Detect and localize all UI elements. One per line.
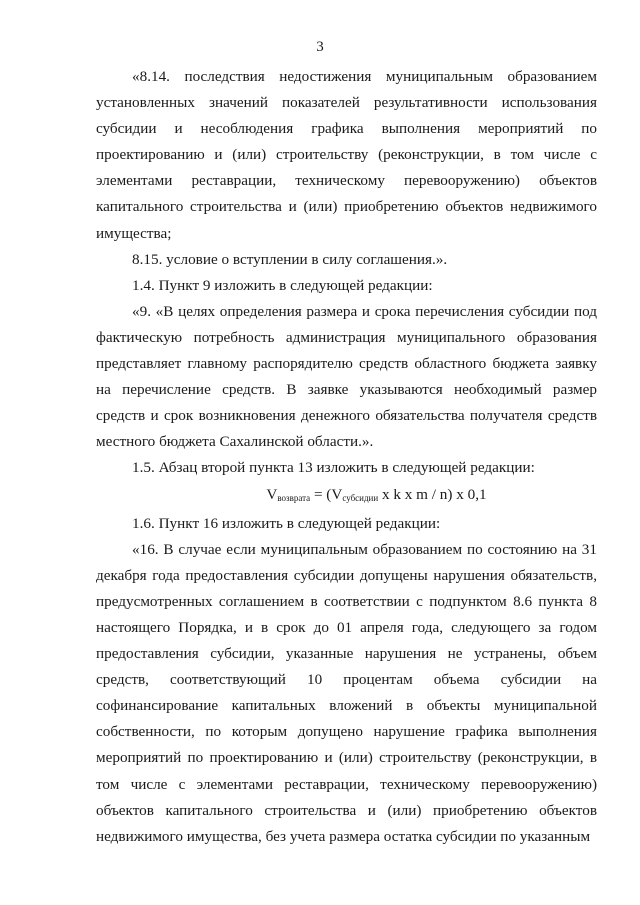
paragraph-16: «16. В случае если муниципальным образованием по состоянию на 31 декабря года предоставления субсидии допущены нарушения обязательств, предусмотренных соглашением в соответствии с подпунктом 8.6 пункта 8 настоящего Порядка, и в срок до 01 апреля года, следующего за годом предоставления субсидии, указанные нарушения не устранены, объем средств, соответствующий 10 процентам объема субсидии на софинансирование капитальных вложений в объекты муниципальной собственности, по которым допущено нарушение графика выполнения мероприятий по проектированию и (или) строительству (реконструкции, в том числе с элементами реставрации, техническому перевооружению) объектов капитального строительства и (или) приобретению объектов недвижимого имущества, без учета размера остатка субсидии по указанным [96, 540, 597, 845]
formula-v: V [266, 485, 278, 503]
paragraph-1-5: 1.5. Абзац второй пункта 13 изложить в следующей редакции: [132, 459, 535, 477]
formula [96, 482, 597, 511]
paragraph-1-4: 1.4. Пункт 9 изложить в следующей редакции: [132, 276, 433, 294]
paragraph-1-6: 1.6. Пункт 16 изложить в следующей редакции: [132, 514, 441, 532]
paragraph-9: «9. «В целях определения размера и срока перечисления субсидии под фактическую потребность администрация муниципального образования представляет главному распорядителю средств областного бюджета заявку на перечисление средств. В заявке указываются необходимый размер средств и срок возникновения денежного обязательства получателя средств местного бюджета Сахалинской области.». [96, 302, 597, 451]
formula-equals: = (V [310, 485, 343, 503]
page-number: 3 [316, 39, 324, 55]
paragraph-8-15: 8.15. условие о вступлении в силу соглашения.». [132, 250, 448, 268]
formula-sub-vozvrata: возврата [277, 492, 311, 503]
document-body [96, 64, 597, 850]
formula-rest: x k x m / n) x 0,1 [378, 485, 487, 503]
formula-sub-subsidii: субсидии [342, 492, 379, 503]
paragraph-8-14: «8.14. последствия недостижения муниципальным образованием установленных значений показателей результативности использования субсидии и несоблюдения графика выполнения мероприятий по проектированию и (или) строительству (реконструкции, в том числе с элементами реставрации, техническому перевооружению) объектов капитального строительства и (или) приобретению объектов недвижимого имущества; [96, 68, 597, 242]
